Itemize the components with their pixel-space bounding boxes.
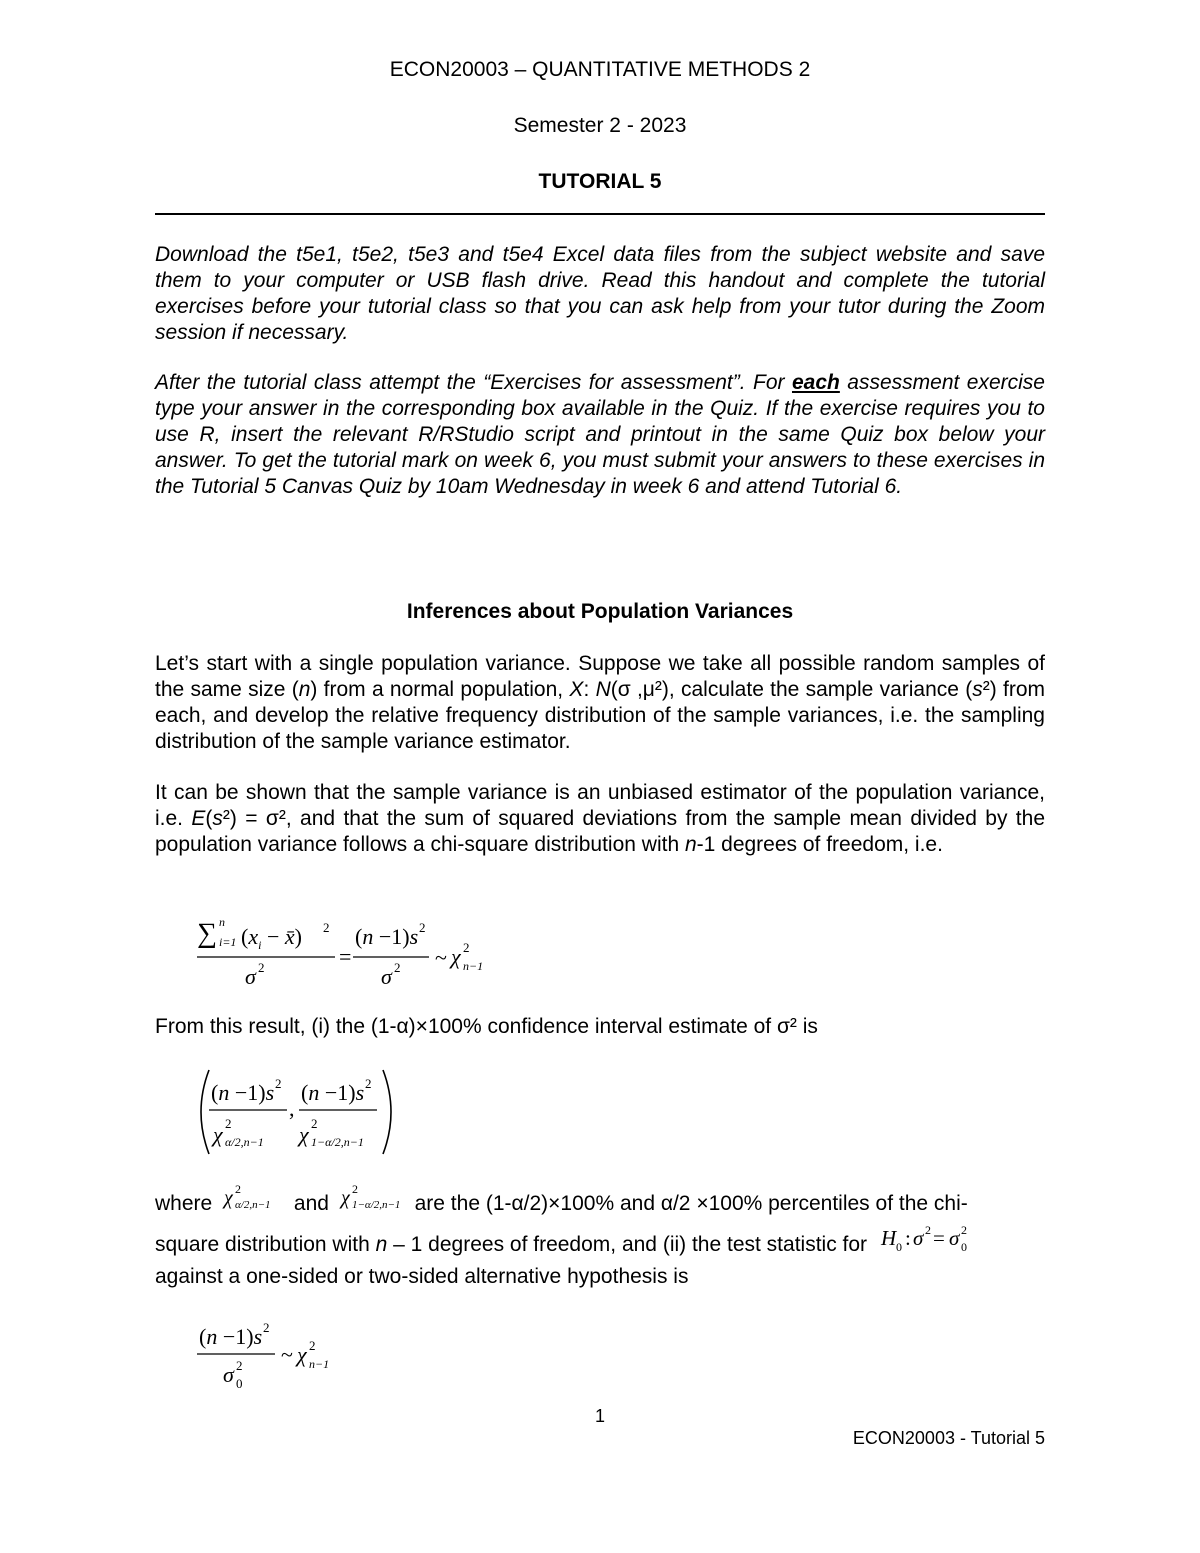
header-divider — [155, 213, 1045, 215]
svg-text:2: 2 — [924, 1223, 931, 1237]
svg-text:2: 2 — [365, 1076, 372, 1091]
svg-text:2: 2 — [225, 1116, 232, 1131]
svg-text:2: 2 — [309, 1338, 316, 1353]
paragraph-unbiased: It can be shown that the sample variance is an unbiased estimator of the population variance, i.e. E(s²) = σ², and that the sum of squared deviations from the sample mean divided by the population variance follows a chi-square distribution with n-1 degrees of freedom, i.e. — [155, 781, 1046, 856]
and-word: and — [293, 1192, 329, 1215]
paragraph-alternative: against a one-sided or two-sided alternative hypothesis is — [155, 1265, 689, 1288]
svg-text:2: 2 — [263, 1320, 270, 1335]
paragraph-test-statistic: square distribution with n – 1 degrees of freedom, and (ii) the test statistic for H 0 : σ 2 = σ 2 0 — [155, 1231, 1045, 1258]
svg-text:n−1: n−1 — [463, 959, 484, 973]
null-hypothesis-symbol — [873, 1223, 973, 1254]
svg-text:α/2,n−1: α/2,n−1 — [225, 1135, 264, 1149]
svg-text:2: 2 — [394, 960, 401, 975]
svg-text:χ: χ — [213, 1122, 223, 1147]
svg-text:2: 2 — [419, 920, 426, 935]
percentiles-text: are the (1-α/2)×100% and α/2 ×100% percentiles of the chi- — [414, 1192, 968, 1215]
svg-text:H: H — [880, 1226, 897, 1250]
test-statistic-formula — [195, 1318, 355, 1394]
confidence-interval-formula — [195, 1066, 405, 1158]
svg-text:2: 2 — [235, 1182, 242, 1196]
svg-text:(n −1)s: (n −1)s — [199, 1324, 263, 1349]
svg-text::: : — [904, 1226, 911, 1250]
chi-alpha-half-symbol — [218, 1182, 288, 1211]
tutorial-title: TUTORIAL 5 — [538, 170, 662, 193]
where-word: where — [155, 1192, 213, 1215]
svg-text:=: = — [932, 1226, 945, 1250]
test-statistic-graphic — [195, 1318, 355, 1394]
svg-text:(n −1)s: (n −1)s — [211, 1080, 275, 1105]
footer-label: ECON20003 - Tutorial 5 — [852, 1428, 1045, 1448]
svg-text:0: 0 — [236, 1376, 243, 1391]
svg-text:2: 2 — [258, 960, 265, 975]
svg-text:0: 0 — [895, 1240, 902, 1254]
svg-text:2: 2 — [311, 1116, 318, 1131]
chi-one-minus-alpha-half-symbol — [335, 1182, 409, 1211]
paragraph-sampling: Let’s start with a single population variance. Suppose we take all possible random samples of the same size (n) from a normal population, X: N(σ ,μ²), calculate the sample variance (s²) from each, and develop the relative frequency distribution of the sample variances, i.e. the sampling distribution of the sample variance estimator. — [155, 652, 1046, 753]
svg-text:,: , — [289, 1096, 295, 1121]
paragraph-confidence-interval: From this result, (i) the (1-α)×100% confidence interval estimate of σ² is — [155, 1015, 818, 1038]
svg-text:1−α/2,n−1: 1−α/2,n−1 — [311, 1135, 364, 1149]
confidence-interval-graphic — [195, 1066, 405, 1158]
svg-text:~: ~ — [281, 1342, 293, 1367]
svg-text:2: 2 — [351, 1182, 358, 1196]
svg-text:σ: σ — [912, 1226, 924, 1250]
svg-text:1−α/2,n−1: 1−α/2,n−1 — [351, 1199, 401, 1211]
svg-text:2: 2 — [960, 1223, 967, 1237]
svg-text:0: 0 — [960, 1240, 967, 1254]
paragraph-percentiles — [155, 1182, 1045, 1217]
svg-text:2: 2 — [275, 1076, 282, 1091]
svg-text:χ: χ — [299, 1122, 309, 1147]
section-heading: Inferences about Population Variances — [406, 600, 794, 623]
chi-square-formula-graphic — [195, 912, 485, 992]
svg-text:σ: σ — [223, 1362, 234, 1387]
svg-text:σ: σ — [948, 1226, 960, 1250]
svg-text:χ: χ — [297, 1342, 307, 1367]
course-title: ECON20003 – QUANTITATIVE METHODS 2 — [389, 58, 811, 81]
download-instructions: Download the t5e1, t5e2, t5e3 and t5e4 Excel data files from the subject website and save them to your computer or USB flash drive. Read this handout and complete the tutorial exercises before your tutorial class so that you can ask help from your tutor during the Zoom session if necessary. — [155, 243, 1045, 344]
svg-text:(xi − x̄): ($x_i$ − x̄) — [241, 924, 302, 952]
svg-text:σ: σ — [245, 964, 256, 989]
svg-text:χ: χ — [451, 944, 461, 969]
page-number: 1 — [594, 1406, 605, 1426]
svg-text:α/2,n−1: α/2,n−1 — [235, 1199, 271, 1211]
chi-square-formula — [195, 912, 485, 992]
svg-text:∑: ∑ — [197, 918, 217, 949]
svg-text:=: = — [339, 944, 352, 969]
svg-text:(n −1)s: (n −1)s — [301, 1080, 365, 1105]
svg-text:2: 2 — [323, 920, 330, 935]
svg-text:n: n — [219, 915, 225, 929]
semester-label: Semester 2 - 2023 — [513, 114, 687, 137]
svg-text:~: ~ — [435, 945, 447, 970]
svg-text:σ: σ — [381, 964, 392, 989]
svg-text:χ: χ — [340, 1187, 350, 1209]
assessment-instructions: After the tutorial class attempt the “Exercises for assessment”. For each assessment exercise type your answer in the corresponding box available in the Quiz. If the exercise requires you to use R, insert the relevant R/RStudio script and printout in the same Quiz box below your answer. To get the tutorial mark on week 6, you must submit your answers to these exercises in the Tutorial 5 Canvas Quiz by 10am Wednesday in week 6 and attend Tutorial 6. — [155, 371, 1045, 498]
svg-text:i=1: i=1 — [219, 935, 237, 949]
svg-text:2: 2 — [463, 940, 470, 955]
svg-text:n−1: n−1 — [309, 1357, 330, 1371]
svg-text:χ: χ — [224, 1187, 233, 1209]
emphasis-each: each — [791, 371, 840, 394]
svg-text:2: 2 — [236, 1358, 243, 1373]
svg-text:(n −1)s: (n −1)s — [355, 924, 419, 949]
